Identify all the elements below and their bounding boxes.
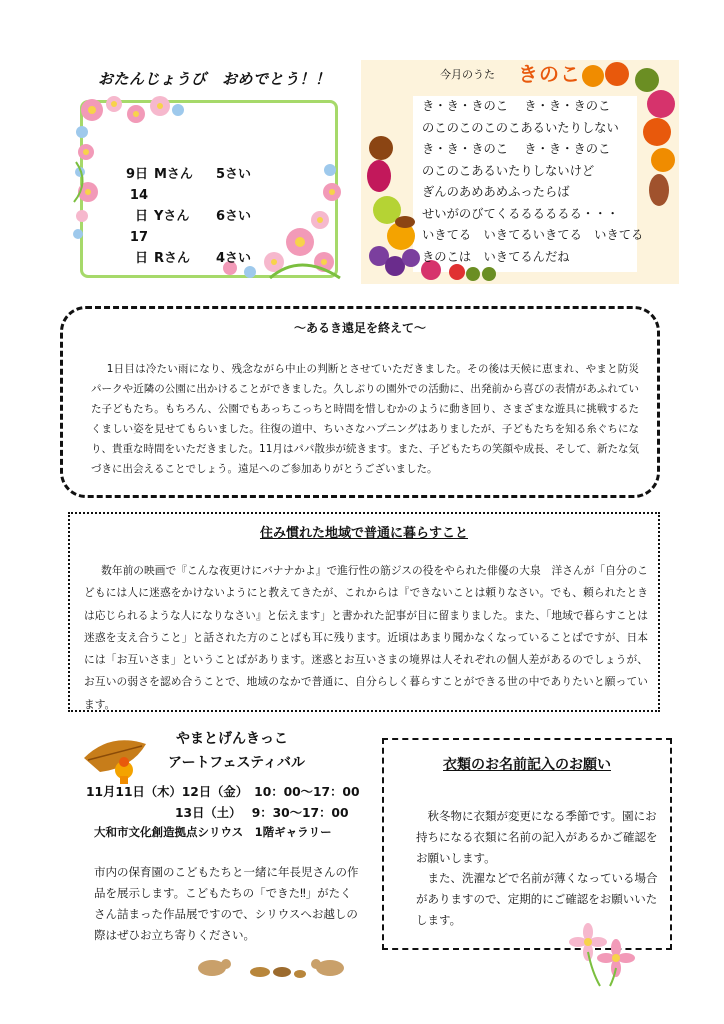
lyric-line: のこのこのこのこあるいたりしない [422, 120, 619, 135]
lyric-line: き・き・きのこ き・き・きのこ [422, 142, 611, 156]
clothing-title-wrap [384, 754, 670, 774]
lyric-line: せいがのびてくるるるるるる・・・ [422, 206, 619, 221]
community-section [68, 512, 660, 712]
song-label: 今月のうた [440, 68, 495, 81]
birthday-entry [118, 185, 251, 227]
birthday-title: おたんじょうび おめでとう！！ [98, 70, 331, 88]
squirrel-icon [190, 952, 360, 980]
birthday-day: 17日 [129, 230, 148, 266]
excursion-section [60, 306, 660, 498]
clothing-title: 衣類のお名前記入のお願い [443, 757, 611, 773]
lyric-line: きのこは いきてるんだね [422, 249, 570, 264]
festival-description: 市内の保育園のこどもたちと一緒に年長児さんの作品を展示します。こどもたちの「できた‼」がたくさん詰まった作品展ですので、シリウスへお越しの際はぜひお立ち寄りください。 [94, 865, 359, 942]
birthday-name: Mさん [154, 167, 193, 182]
community-body: 数年前の映画で『こんな夜更けにバナナかよ』で進行性の筋ジスの役をやられた俳優の大泉 洋さんが「自分のこどもには人に迷惑をかけないようにと教えてきたが、これからは『できないことは頼りなさい。でも、頼られたときは応じられるような人になりなさい』と伝えます」と書かれた記事が目に留まりました。また、「地域で暮らすことは迷惑を支え合うこと」と話された方のことばも耳に残ります。近頃はあまり聞かなくなっていることばですが、日本には「お互いさま」ということばがあります。迷惑とお互いさまの境界は人それぞれの個人差があるのでしょうが、お互いの弱さを認め合うことで、地域のなかで普通に、自分らしく暮らすことができる世の中でありたいと願っています。 [84, 564, 648, 711]
festival-venue: 大和市文化創造拠点シリウス 1階ギャラリー [94, 825, 332, 839]
festival-date-line1: 11月11日（木）12日（金） 10：00～17：00 [86, 785, 360, 799]
birthday-entry [118, 227, 251, 269]
lyric-line: ぎんのあめあめふったらば [422, 185, 570, 199]
clothing-body [416, 806, 660, 931]
birthday-age: 5さい [216, 167, 252, 182]
cosmos-flower-icon [564, 922, 644, 988]
birthday-name: Yさん [154, 209, 190, 224]
birthday-day: 14日 [129, 188, 148, 224]
community-title-wrap [70, 522, 658, 541]
autumn-leaf-icon [80, 728, 150, 786]
birthday-age: 6さい [216, 209, 252, 224]
festival-title-line2: アートフェスティバル [168, 755, 306, 771]
festival-title-line1: やまとげんきっこ [176, 731, 288, 747]
clothing-paragraph: 秋冬物に衣類が変更になる季節です。園にお持ちになる衣類に名前の記入があるかご確認をお願いします。 [416, 809, 658, 865]
lyric-line: のこのこあるいたりしないけど [422, 163, 595, 178]
lyric-line: いきてる いきてるいきてる いきてる [422, 228, 644, 242]
song-title: きのこ [518, 62, 581, 86]
birthday-list [118, 164, 251, 269]
birthday-entry [118, 164, 251, 185]
excursion-title: ～あるき遠足を終えて～ [293, 321, 426, 335]
birthday-name: Rさん [154, 251, 191, 266]
clothing-notice [382, 738, 672, 950]
clothing-paragraph: また、洗濯などで名前が薄くなっている場合がありますので、定期的にご確認をお願いいたします。 [416, 871, 658, 927]
excursion-body: 1日目は冷たい雨になり、残念ながら中止の判断とさせていただきました。その後は天候に恵まれ、やまと防災パークや近隣の公園に出かけることができました。久しぶりの園外での活動に、出発前から喜びの表情があふれていた子どもたち。もちろん、公園でもあっちこっちと時間を惜しむかのように動き回り、さまざまな遊具に挑戦するたくましい姿を見せてもらいました。往復の道中、ちいさなハプニングはありましたが、子どもたちを知る糸ぐちになり、貴重な時間をいただきました。11月はパパ散歩が続きます。また、子どもたちの笑顔や成長、そして、新たな気づきに出会えることでしょう。遠足へのご参加ありがとうございました。 [91, 363, 639, 475]
festival-date-line2: 13日（土） 9：30～17：00 [175, 806, 349, 820]
lyric-line: き・き・きのこ き・き・きのこ [422, 99, 611, 113]
birthday-age: 4さい [216, 251, 252, 266]
community-title: 住み慣れた地域で普通に暮らすこと [259, 526, 468, 541]
birthday-day: 9日 [125, 167, 148, 182]
song-lyrics [422, 96, 643, 268]
